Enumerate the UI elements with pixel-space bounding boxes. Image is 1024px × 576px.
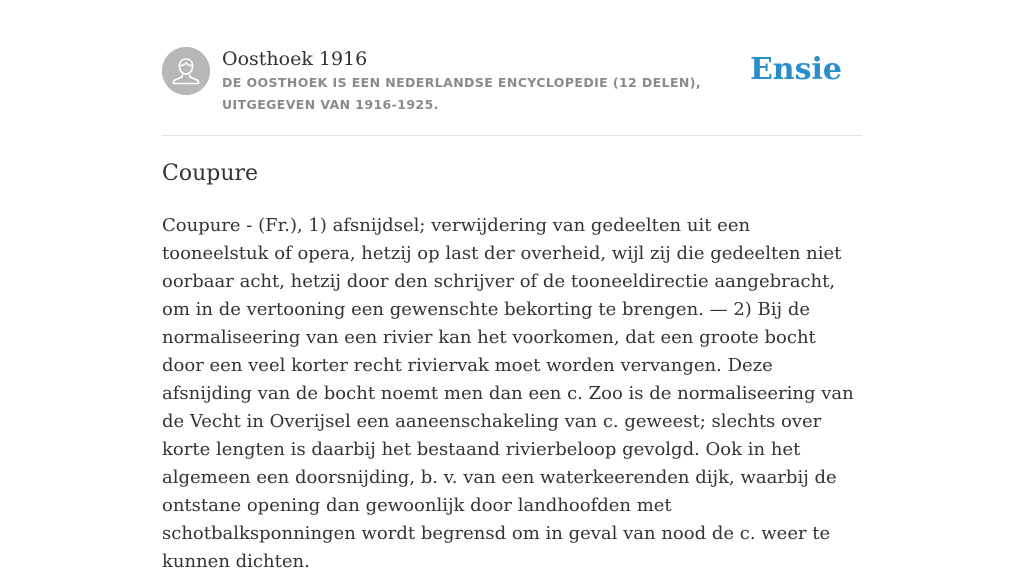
user-icon[interactable]	[162, 47, 210, 95]
header-divider	[162, 135, 862, 136]
article-body: Coupure - (Fr.), 1) afsnijdsel; verwijdering van gedeelten uit een tooneelstuk of opera, hetzij op last der overheid, wijl zij die gedeelten niet oorbaar acht, hetzij door den schrijver of de tooneeldirectie aangebracht, om in de vertooning een gewenschte bekorting te brengen. — 2) Bij de normaliseering van een rivier kan het voorkomen, dat een groote bocht door een veel korter recht riviervak moet worden vervangen. Deze afsnijding van de bocht noemt men dan een c. Zoo is de normaliseering van de Vecht in Overijsel een aaneenschakeling van c. geweest; slechts over korte lengten is daarbij het bestaand rivierbeloop gevolgd. Ook in het algemeen een doorsnijding, b. v. van een waterkeerenden dijk, waarbij de ontstane opening dan gewoonlijk door landhoofden met schotbalksponningen wordt begrensd om in geval van nood de c. weer te kunnen dichten.	[162, 215, 854, 572]
article-title: Coupure	[162, 161, 259, 186]
source-name[interactable]: Oosthoek 1916	[222, 48, 368, 70]
source-description: DE OOSTHOEK IS EEN NEDERLANDSE ENCYCLOPEDIE (12 DELEN), UITGEGEVEN VAN 1916-1925.	[222, 75, 702, 112]
source-header	[162, 47, 862, 117]
ensie-logo[interactable]: Ensie	[749, 52, 842, 87]
